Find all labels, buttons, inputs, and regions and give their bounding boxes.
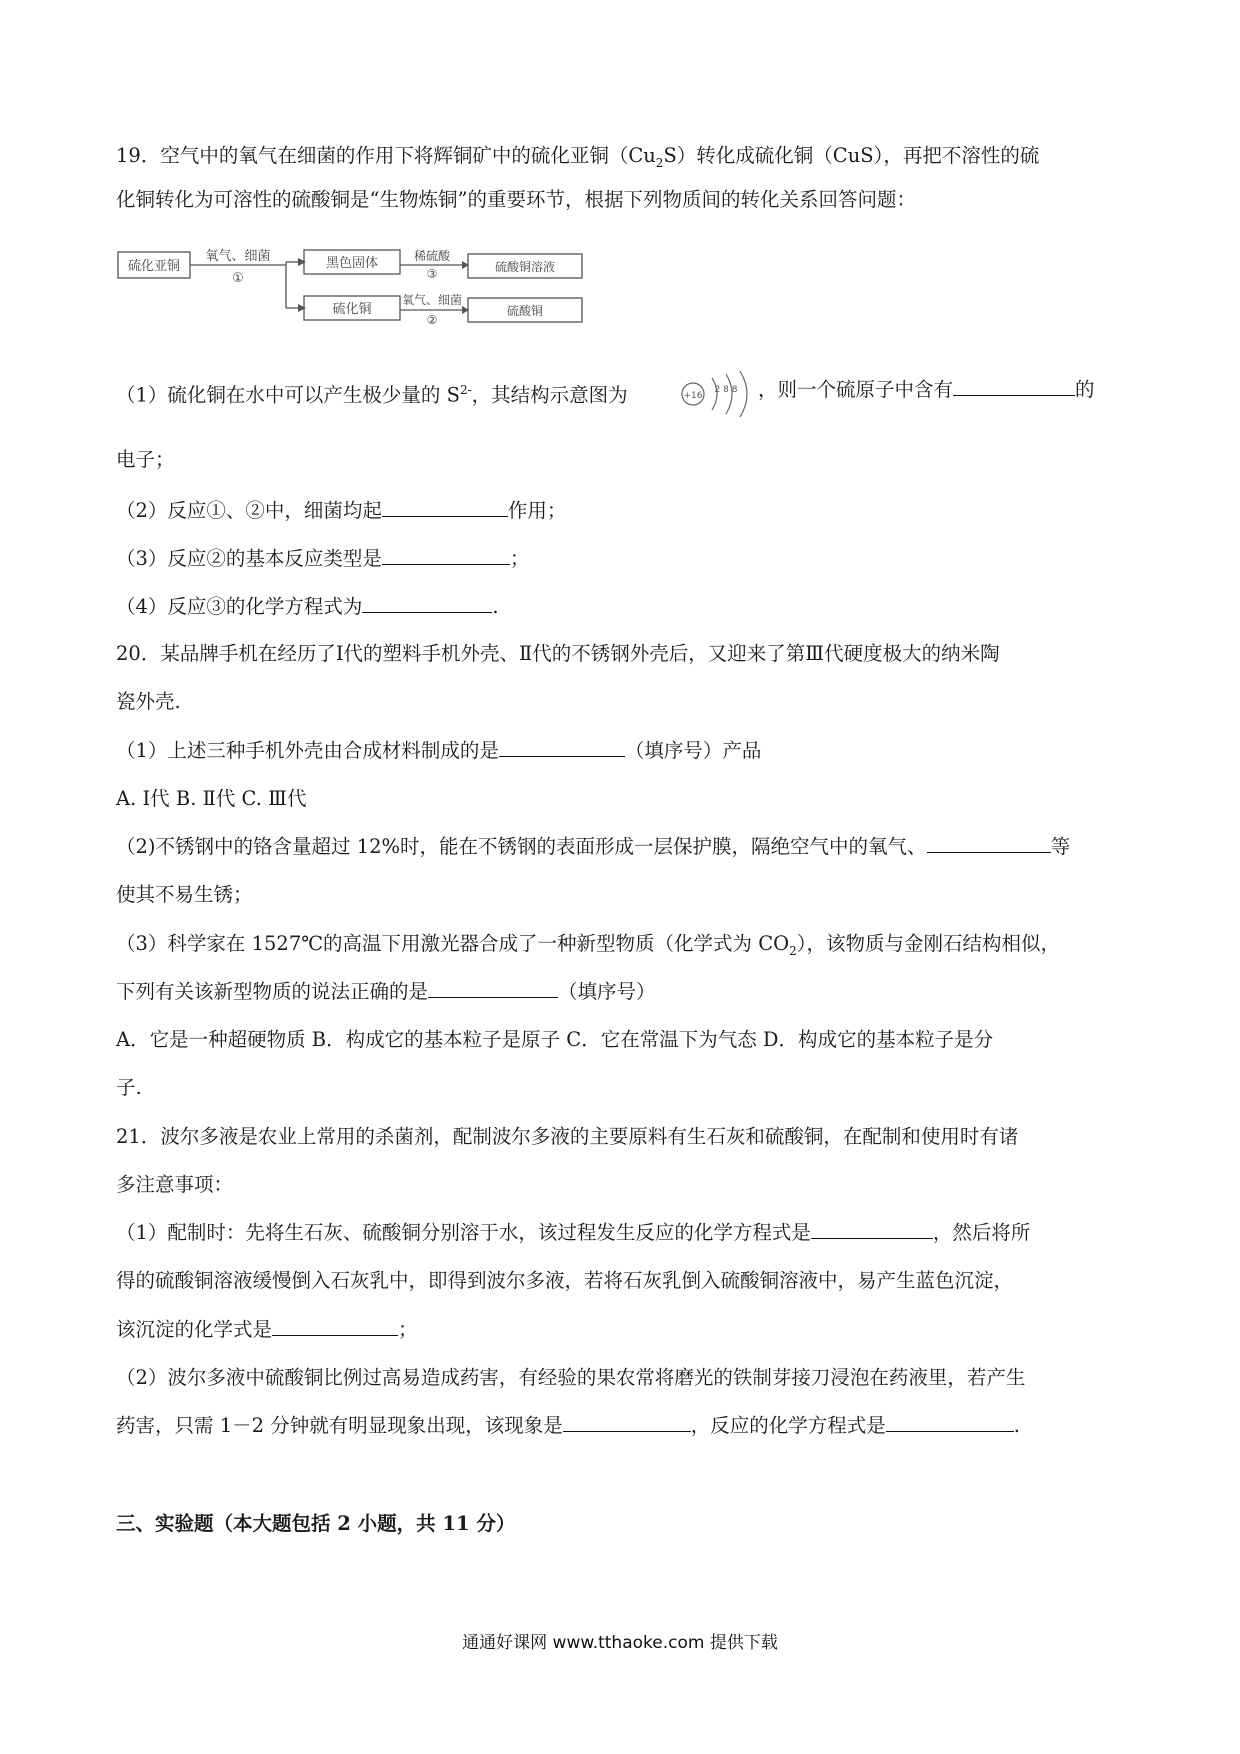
section-3-heading: 三、实验题（本大题包括 2 小题，共 11 分）: [116, 1512, 516, 1535]
atom-nucleus: +16: [683, 391, 703, 401]
diagram-lower-result: 硫酸铜: [506, 304, 544, 318]
q20-sub3: （3）科学家在 1527℃的高温下用激光器合成了一种新型物质（化学式为 $CO_2$），该物质与金刚石结构相似，: [116, 932, 1061, 958]
q19-sub3: （3）反应②的基本反应类型是 ；: [116, 547, 530, 570]
q21-sub1: （1）配制时：先将生石灰、硫酸铜分别溶于水，该过程发生反应的化学方程式是 ，然后将所: [116, 1221, 1031, 1244]
q20-options3: A．它是一种超硬物质 B．构成它的基本粒子是原子 C．它在常温下为气态 D．构成它的基本粒子是分: [116, 1028, 994, 1051]
q19-sub1: （1）硫化铜在水中可以产生极少量的 $S^{2-}$，其结构示意图为: [116, 383, 628, 407]
q19-sub1-line2: 电子；: [116, 448, 175, 471]
diagram-cond2: 氧气、细菌: [401, 293, 463, 307]
diagram-cond3: 稀硫酸: [413, 249, 451, 263]
q20-sub2-line2: 使其不易生锈；: [116, 883, 253, 906]
q20-options3-line2: 子.: [116, 1076, 142, 1099]
q19-line1: 19．空气中的氧气在细菌的作用下将辉铜矿中的硫化亚铜$(Cu_2S)$转化成硫化铜（CuS），再把不溶性的硫: [116, 144, 1040, 170]
diagram-start: 硫化亚铜: [127, 259, 181, 274]
q19-sub4-blank[interactable]: [362, 594, 492, 613]
q20-line1: 20．某品牌手机在经历了Ⅰ代的塑料手机外壳、Ⅱ代的不锈钢外壳后，又迎来了第Ⅲ代硬度极大的纳米陶: [116, 642, 1000, 665]
q21-sub1-line3-blank[interactable]: [272, 1317, 398, 1336]
q19-sub2: （2）反应①、②中，细菌均起 作用；: [116, 499, 567, 522]
q21-sub2-blank1[interactable]: [563, 1413, 691, 1432]
q21-sub1-line3: 该沉淀的化学式是 ；: [116, 1318, 418, 1341]
q20-sub2-blank[interactable]: [927, 834, 1051, 853]
diagram-step3: ③: [426, 267, 438, 281]
q19-sub4: （4）反应③的化学方程式为 .: [116, 595, 499, 618]
diagram-step1: ①: [232, 271, 244, 286]
q20-sub3-blank[interactable]: [428, 979, 558, 998]
q19-sub2-blank[interactable]: [382, 498, 508, 517]
q19-line2: 化铜转化为可溶性的硫酸铜是“生物炼铜”的重要环节，根据下列物质间的转化关系回答问题：: [116, 188, 916, 211]
diagram-step2: ②: [426, 313, 438, 327]
q20-sub2: （2)不锈钢中的铬含量超过 12%时，能在不锈钢的表面形成一层保护膜，隔绝空气中的氧气、 等: [116, 835, 1071, 858]
q21-sub2-line2: 药害，只需 1－2 分钟就有明显现象出现，该现象是 ，反应的化学方程式是 .: [116, 1414, 1020, 1437]
q21-sub2-blank2[interactable]: [886, 1413, 1014, 1432]
diagram-upper-result: 硫酸铜溶液: [494, 260, 556, 274]
conversion-diagram: [116, 248, 626, 340]
q21-sub2-line1: （2）波尔多液中硫酸铜比例过高易造成药害，有经验的果农常将磨光的铁制芽接刀浸泡在药液里，若产生: [116, 1366, 1026, 1389]
q19-sub3-blank[interactable]: [382, 546, 510, 565]
q21-sub1-line2: 得的硫酸铜溶液缓慢倒入石灰乳中，即得到波尔多液，若将石灰乳倒入硫酸铜溶液中，易产生蓝色沉淀，: [116, 1269, 1014, 1292]
q19-sub1-cont: ，则一个硫原子中含有 的: [758, 378, 1095, 401]
q21-sub1-blank[interactable]: [811, 1220, 933, 1239]
diagram-lower-product: 硫化铜: [332, 302, 372, 317]
q20-sub1: （1）上述三种手机外壳由合成材料制成的是 （填序号）产品: [116, 739, 762, 762]
diagram-upper-product: 黑色固体: [325, 256, 379, 271]
q21-line2: 多注意事项：: [116, 1173, 234, 1196]
q20-sub3-line2: 下列有关该新型物质的说法正确的是 （填序号）: [116, 980, 656, 1003]
diagram-cond1: 氧气、细菌: [205, 249, 271, 264]
q20-options1: A. Ⅰ代 B. Ⅱ代 C. Ⅲ代: [116, 787, 307, 810]
q19-sub1-blank[interactable]: [953, 377, 1075, 396]
atom-shells: 2 8 8: [714, 385, 738, 395]
q20-line2: 瓷外壳.: [116, 690, 181, 713]
page-footer: 通通好课网 www.tthaoke.com 提供下载: [462, 1633, 778, 1653]
sulfur-ion-structure-diagram: [678, 368, 760, 420]
q20-sub1-blank[interactable]: [499, 738, 625, 757]
q21-line1: 21．波尔多液是农业上常用的杀菌剂，配制波尔多液的主要原料有生石灰和硫酸铜，在配制和使用时有诸: [116, 1125, 1019, 1148]
